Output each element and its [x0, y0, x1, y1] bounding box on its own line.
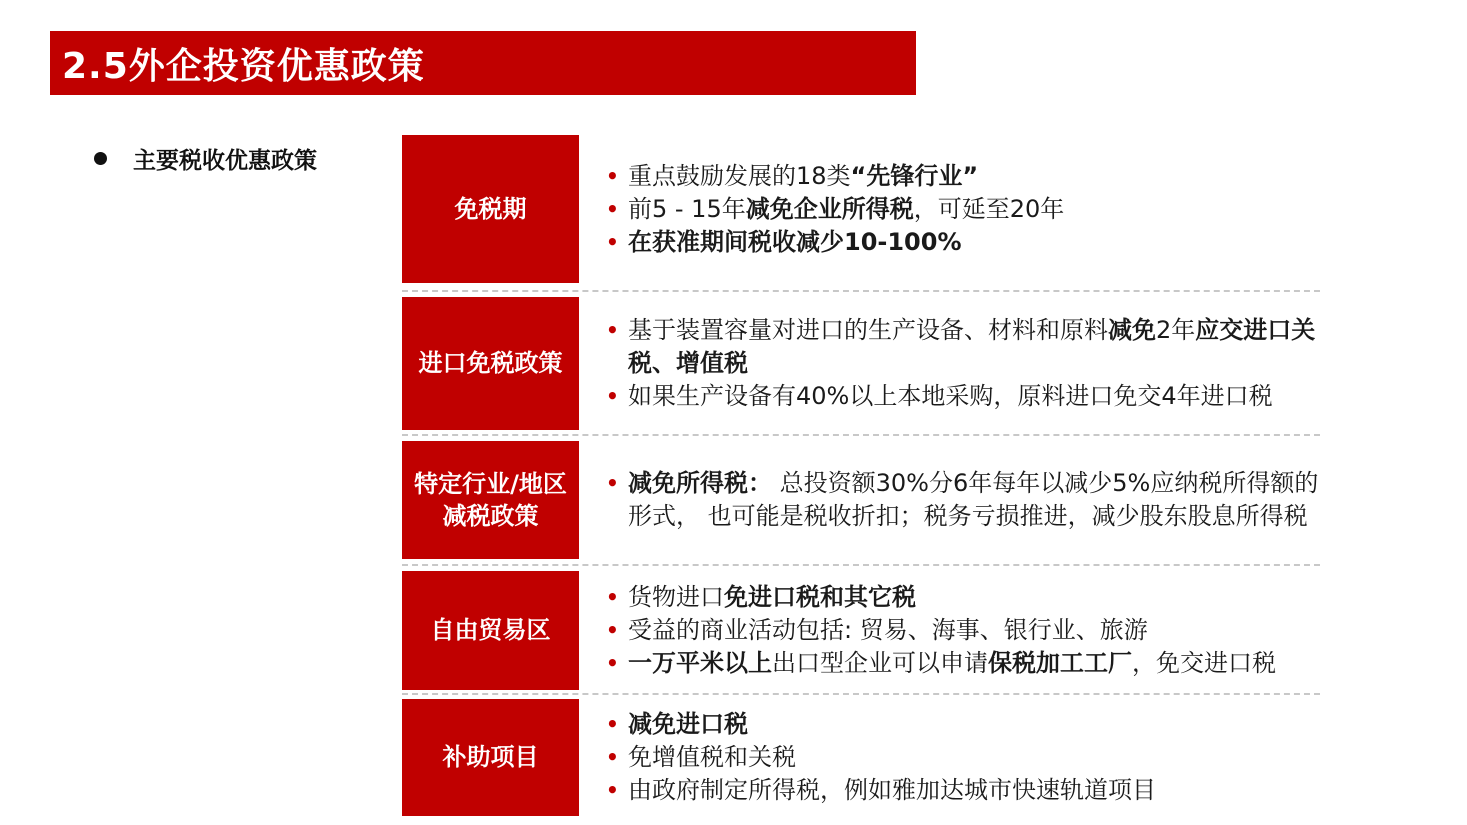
- bullet-icon: •: [606, 318, 619, 342]
- policy-item-text: [628, 380, 1320, 413]
- policy-item-text: [628, 467, 1320, 533]
- plain-text: 受益的商业活动包括: 贸易、海事、银行业、旅游: [628, 616, 1148, 644]
- policy-item-text: [628, 314, 1320, 380]
- policy-item: [606, 774, 1320, 807]
- policy-label: 免税期: [402, 135, 579, 283]
- policy-item-text: [628, 581, 1320, 614]
- plain-text: 由政府制定所得税，例如雅加达城市快速轨道项目: [628, 776, 1156, 804]
- policy-item-text: [628, 226, 1320, 259]
- policy-row-subsidy: [402, 699, 1320, 816]
- bullet-dot-icon: [94, 152, 107, 165]
- row-divider: [402, 693, 1320, 695]
- policy-item: [606, 226, 1320, 259]
- title-bar: [50, 31, 916, 95]
- bullet-icon: •: [606, 712, 619, 736]
- bullet-icon: •: [606, 778, 619, 802]
- emphasis-text: “先锋行业”: [850, 161, 979, 190]
- policy-row-industry-region: [402, 441, 1320, 559]
- bullet-icon: •: [606, 471, 619, 495]
- bullet-icon: •: [606, 229, 619, 254]
- emphasis-text: 在获准期间税收减少10-100%: [628, 227, 962, 256]
- plain-text: ，可延至20年: [913, 194, 1065, 223]
- plain-text: ，免交进口税: [1132, 649, 1276, 677]
- bullet-icon: •: [606, 163, 619, 188]
- bullet-icon: •: [606, 618, 619, 642]
- policy-item-text: [628, 708, 1320, 741]
- policy-item-text: [628, 193, 1320, 226]
- policy-body: [606, 135, 1320, 283]
- plain-text: 基于装置容量对进口的生产设备、材料和原料: [628, 316, 1108, 344]
- section-heading: [94, 140, 317, 176]
- policy-item: [606, 467, 1320, 533]
- section-title: 主要税收优惠政策: [133, 147, 317, 174]
- policy-item: [606, 380, 1320, 413]
- bullet-icon: •: [606, 196, 619, 221]
- plain-text: 总投资额30%分6年每年以减少5%应纳税所得额的形式， 也可能是税收折扣；税务亏损推进，减少股东股息所得税: [628, 469, 1319, 530]
- policy-item: [606, 160, 1320, 193]
- plain-text: 出口型企业可以申请: [772, 649, 988, 677]
- policy-label: 自由贸易区: [402, 571, 579, 690]
- row-divider: [402, 564, 1320, 566]
- bullet-icon: •: [606, 745, 619, 769]
- emphasis-text: 保税加工工厂: [988, 649, 1132, 677]
- emphasis-text: 减免所得税：: [628, 469, 772, 497]
- policy-label: 补助项目: [402, 699, 579, 816]
- emphasis-text: 减免进口税: [628, 710, 748, 738]
- plain-text: 前5 - 15年: [628, 194, 746, 223]
- policy-item: [606, 741, 1320, 774]
- bullet-icon: •: [606, 651, 619, 675]
- bullet-icon: •: [606, 585, 619, 609]
- plain-text: 货物进口: [628, 583, 724, 611]
- plain-text: 2年: [1156, 316, 1196, 344]
- policy-item: [606, 708, 1320, 741]
- policy-item: [606, 581, 1320, 614]
- policy-item: [606, 193, 1320, 226]
- emphasis-text: 免进口税和其它税: [724, 583, 916, 611]
- policy-body: [606, 441, 1320, 559]
- policy-item-text: [628, 647, 1320, 680]
- plain-text: 如果生产设备有40%以上本地采购，原料进口免交4年进口税: [628, 382, 1273, 410]
- policy-body: [606, 699, 1320, 816]
- policy-row-import-exemption: [402, 297, 1320, 430]
- policy-item: [606, 614, 1320, 647]
- policy-body: [606, 571, 1320, 690]
- plain-text: 免增值税和关税: [628, 743, 796, 771]
- policy-item-text: [628, 614, 1320, 647]
- row-divider: [402, 290, 1320, 292]
- policy-item-text: [628, 774, 1320, 807]
- policy-label: 特定行业/地区减税政策: [402, 441, 579, 559]
- emphasis-text: 一万平米以上: [628, 649, 772, 677]
- policy-body: [606, 297, 1320, 430]
- emphasis-text: 应交进口关税、增值税: [628, 316, 1316, 377]
- bullet-icon: •: [606, 384, 619, 408]
- policy-row-free-trade-zone: [402, 571, 1320, 690]
- policy-item: [606, 314, 1320, 380]
- policy-row-tax-holiday: [402, 135, 1320, 283]
- policy-item: [606, 647, 1320, 680]
- plain-text: 重点鼓励发展的18类: [628, 161, 851, 190]
- policy-item-text: [628, 741, 1320, 774]
- policy-item-text: [628, 160, 1320, 193]
- emphasis-text: 减免企业所得税: [745, 194, 914, 223]
- policy-label: 进口免税政策: [402, 297, 579, 430]
- row-divider: [402, 434, 1320, 436]
- emphasis-text: 减免: [1108, 316, 1156, 344]
- page-title: 2.5外企投资优惠政策: [62, 45, 425, 87]
